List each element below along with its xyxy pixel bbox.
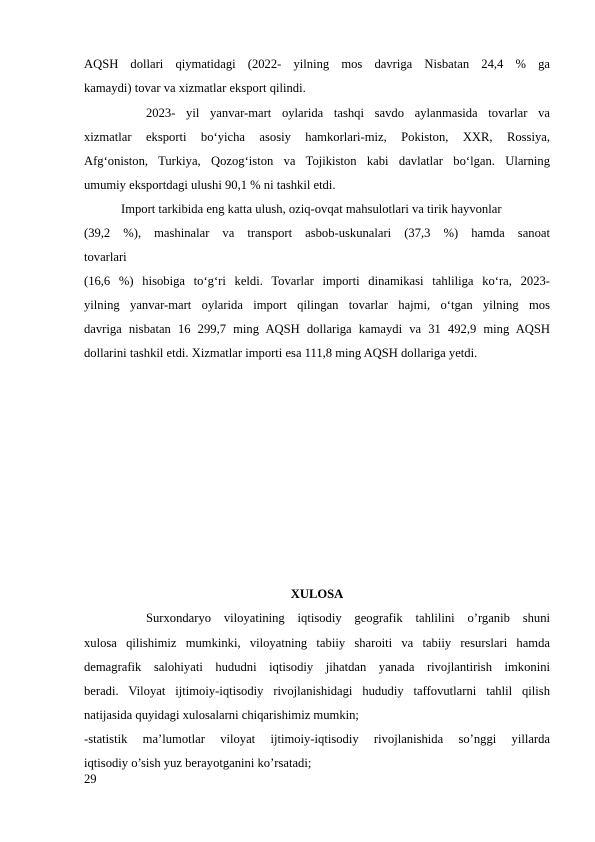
paragraph-2-line-4: umumiy eksportdagi ulushi 90,1 % ni tashkil etdi. xyxy=(84,178,336,192)
paragraph-3-line-2: (39,2 %), mashinalar va transport asbob-uskunalari (37,3 %) hamda sanoat xyxy=(84,226,550,240)
paragraph-4-line-5: natijasida quyidagi xulosalarni chiqarishimiz mumkin; xyxy=(84,708,359,722)
paragraph-5-line-2: iqtisodiy o’sish yuz berayotganini ko’rsatadi; xyxy=(84,756,312,770)
paragraph-5-line-1: -statistik ma’lumotlar viloyat ijtimoiy-iqtisodiy rivojlanishida so’nggi yillarda xyxy=(84,732,550,746)
paragraph-2-line-3: Afg‘oniston, Turkiya, Qozog‘iston va Tojikiston kabi davlatlar bo‘lgan. Ularning xyxy=(84,154,550,168)
page-number: 29 xyxy=(84,772,97,786)
paragraph-3-line-4: (16,6 %) hisobiga to‘g‘ri keldi. Tovarlar importi dinamikasi tahliliga ko‘ra, 2023- xyxy=(84,274,550,288)
paragraph-2-line-1: 2023- yil yanvar-mart oylarida tashqi savdo aylanmasida tovarlar va xyxy=(146,106,550,120)
paragraph-3-line-1: Import tarkibida eng katta ulush, oziq-ovqat mahsulotlari va tirik hayvonlar xyxy=(121,202,502,216)
paragraph-3-line-3: tovarlari xyxy=(84,250,127,264)
paragraph-4-line-3: demagrafik salohiyati hududni iqtisodiy jihatdan yanada rivojlantirish imkonini xyxy=(84,660,550,674)
paragraph-3-line-6: davriga nisbatan 16 299,7 ming AQSH dollariga kamaydi va 31 492,9 ming AQSH xyxy=(84,322,550,336)
section-title: XULOSA xyxy=(290,587,344,601)
paragraph-2-line-2: xizmatlar eksporti bo‘yicha asosiy hamkorlari-miz, Pokiston, XXR, Rossiya, xyxy=(84,130,550,144)
paragraph-3-line-5: yilning yanvar-mart oylarida import qilingan tovarlar hajmi, o‘tgan yilning mos xyxy=(84,298,550,312)
paragraph-4-line-1: Surxondaryo viloyatining iqtisodiy geografik tahlilini o’rganib shuni xyxy=(146,611,550,625)
paragraph-3-line-7: dollarini tashkil etdi. Xizmatlar importi esa 111,8 ming AQSH dollariga yetdi. xyxy=(84,346,478,360)
paragraph-1-line-1: AQSH dollari qiymatidagi (2022- yilning mos davriga Nisbatan 24,4 % ga xyxy=(84,57,550,71)
paragraph-4-line-2: xulosa qilishimiz mumkinki, viloyatning tabiiy sharoiti va tabiiy resurslari hamda xyxy=(84,636,550,650)
paragraph-4-line-4: beradi. Viloyat ijtimoiy-iqtisodiy rivojlanishidagi hududiy taffovutlarni tahlil qilish xyxy=(84,684,550,698)
paragraph-1-line-2: kamaydi) tovar va xizmatlar eksport qilindi. xyxy=(84,81,306,95)
